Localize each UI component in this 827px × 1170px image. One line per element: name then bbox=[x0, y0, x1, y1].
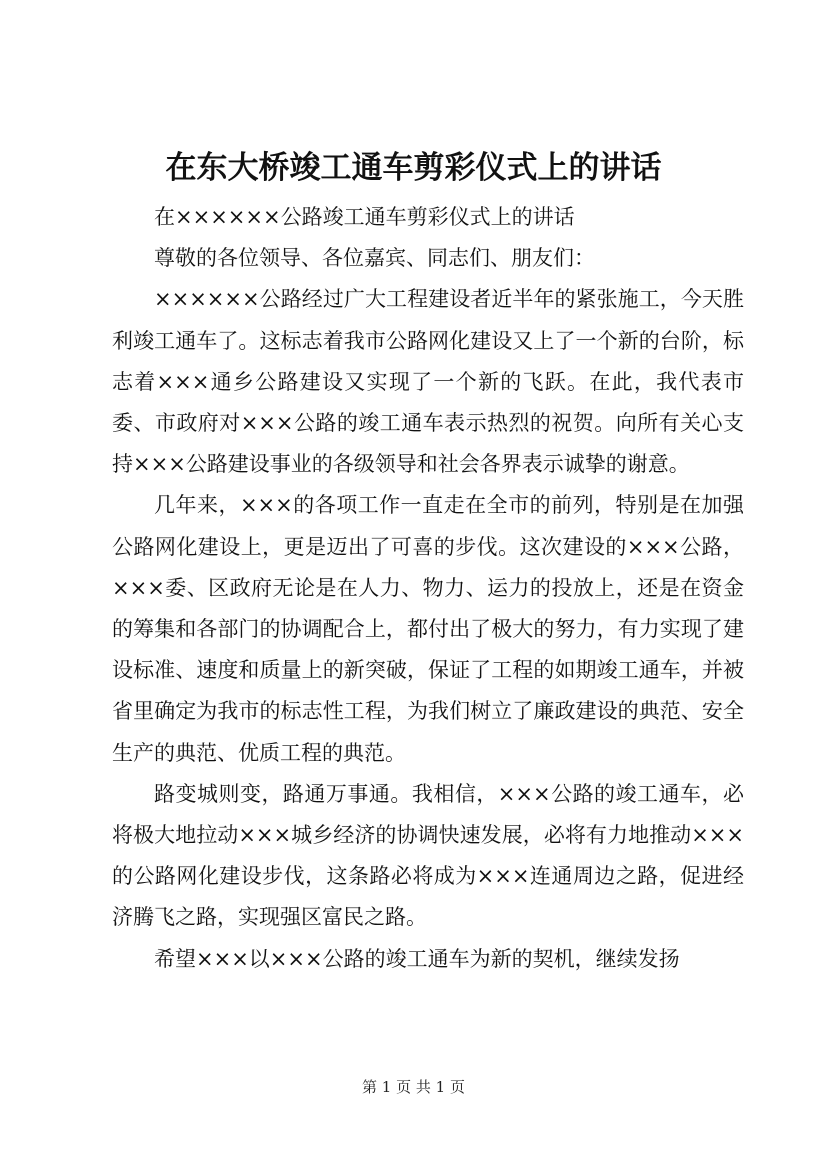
paragraph: 几年来，×××的各项工作一直走在全市的前列，特别是在加强公路网化建设上，更是迈出了可喜的步伐。这次建设的×××公路，×××委、区政府无论是在人力、物力、运力的投放上，还是在资金的筹集和各部门的协调配合上，都付出了极大的努力，有力实现了建设标准、速度和质量上的新突破，保证了工程的如期竣工通车，并被省里确定为我市的标志性工程，为我们树立了廉政建设的典范、安全生产的典范、优质工程的典范。 bbox=[112, 493, 744, 765]
document-title: 在东大桥竣工通车剪彩仪式上的讲话 bbox=[165, 150, 662, 186]
document-body bbox=[112, 197, 744, 980]
paragraph: 在××××××公路竣工通车剪彩仪式上的讲话 bbox=[154, 205, 575, 229]
paragraph: 路变城则变，路通万事通。我相信，×××公路的竣工通车，必将极大地拉动×××城乡经济的协调快速发展，必将有力地推动×××的公路网化建设步伐，这条路必将成为×××连通周边之路，促进经济腾飞之路，实现强区富民之路。 bbox=[112, 781, 744, 930]
paragraph: 希望×××以×××公路的竣工通车为新的契机，继续发扬 bbox=[154, 946, 680, 971]
page-number-footer: 第 1 页 共 1 页 bbox=[362, 1078, 465, 1096]
paragraph: ××××××公路经过广大工程建设者近半年的紧张施工，今天胜利竣工通车了。这标志着我市公路网化建设又上了一个新的台阶，标志着×××通乡公路建设又实现了一个新的飞跃。在此，我代表市委、市政府对×××公路的竣工通车表示热烈的祝贺。向所有关心支持×××公路建设事业的各级领导和社会各界表示诚挚的谢意。 bbox=[112, 287, 744, 477]
paragraph: 尊敬的各位领导、各位嘉宾、同志们、朋友们： bbox=[154, 246, 595, 271]
